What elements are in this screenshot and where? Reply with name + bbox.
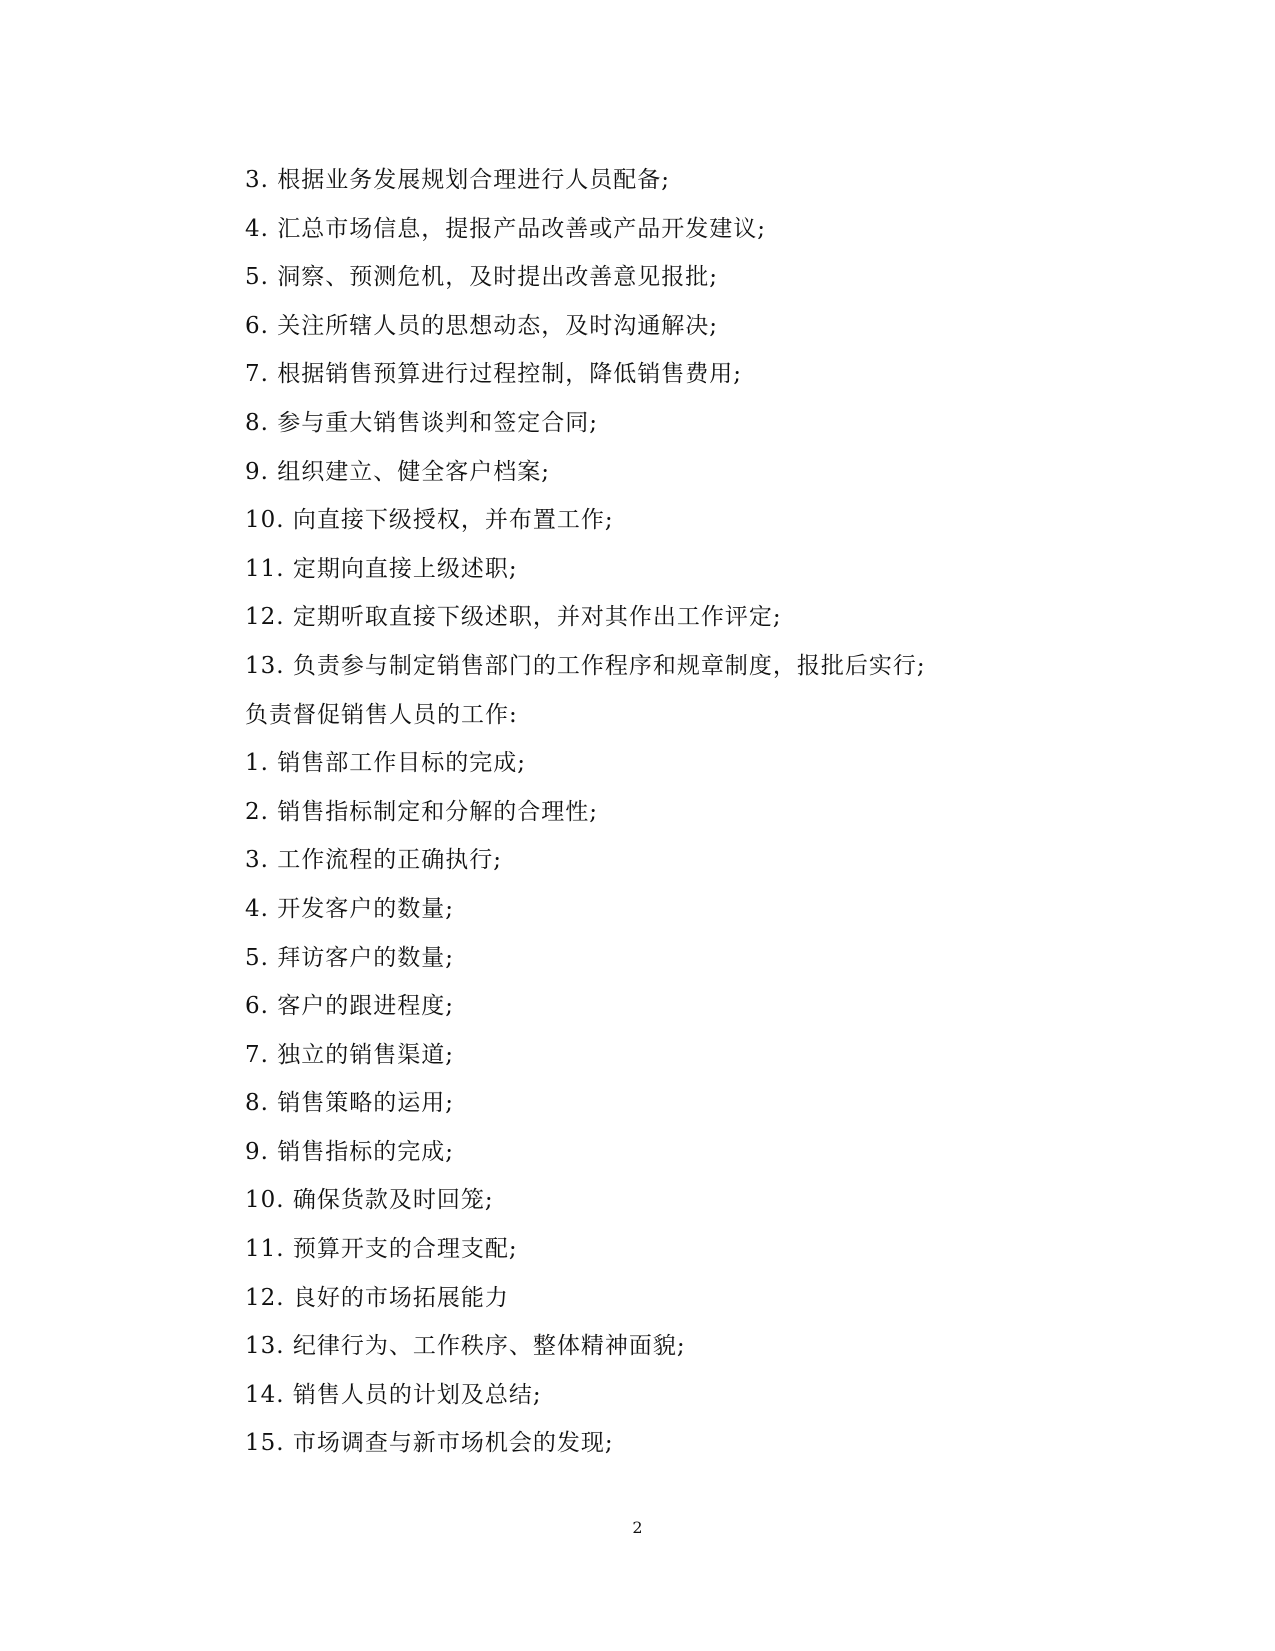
text-line: 13. 纪律行为、工作秩序、整体精神面貌; bbox=[245, 1333, 686, 1360]
text-line: 3. 工作流程的正确执行; bbox=[245, 847, 503, 874]
text-line: 11. 定期向直接上级述职; bbox=[245, 555, 518, 582]
text-line: 6. 客户的跟进程度; bbox=[245, 993, 455, 1020]
section-heading: 负责督促销售人员的工作: bbox=[245, 701, 518, 728]
text-line: 8. 销售策略的运用; bbox=[245, 1090, 455, 1117]
text-line: 2. 销售指标制定和分解的合理性; bbox=[245, 798, 599, 825]
text-line: 12. 定期听取直接下级述职，并对其作出工作评定; bbox=[245, 604, 782, 631]
text-line: 4. 汇总市场信息，提报产品改善或产品开发建议; bbox=[245, 215, 767, 242]
page-number: 2 bbox=[632, 1518, 643, 1537]
text-line: 10. 向直接下级授权，并布置工作; bbox=[245, 507, 614, 534]
text-line: 12. 良好的市场拓展能力 bbox=[245, 1284, 509, 1311]
body-text bbox=[245, 162, 1205, 1474]
text-line: 13. 负责参与制定销售部门的工作程序和规章制度，报批后实行; bbox=[245, 652, 926, 679]
text-line: 1. 销售部工作目标的完成; bbox=[245, 750, 527, 777]
text-line: 11. 预算开支的合理支配; bbox=[245, 1236, 518, 1263]
text-line: 15. 市场调查与新市场机会的发现; bbox=[245, 1430, 614, 1457]
text-line: 7. 根据销售预算进行过程控制，降低销售费用; bbox=[245, 361, 743, 388]
text-line: 14. 销售人员的计划及总结; bbox=[245, 1381, 542, 1408]
text-line: 5. 洞察、预测危机，及时提出改善意见报批; bbox=[245, 264, 719, 291]
text-line: 7. 独立的销售渠道; bbox=[245, 1041, 455, 1068]
text-line: 8. 参与重大销售谈判和签定合同; bbox=[245, 409, 599, 436]
text-line: 3. 根据业务发展规划合理进行人员配备; bbox=[245, 167, 671, 193]
text-line: 4. 开发客户的数量; bbox=[245, 895, 455, 922]
text-line: 5. 拜访客户的数量; bbox=[245, 944, 455, 971]
text-line: 10. 确保货款及时回笼; bbox=[245, 1187, 494, 1214]
text-line: 9. 组织建立、健全客户档案; bbox=[245, 458, 551, 485]
text-line: 9. 销售指标的完成; bbox=[245, 1138, 455, 1165]
text-line: 6. 关注所辖人员的思想动态，及时沟通解决; bbox=[245, 312, 719, 339]
